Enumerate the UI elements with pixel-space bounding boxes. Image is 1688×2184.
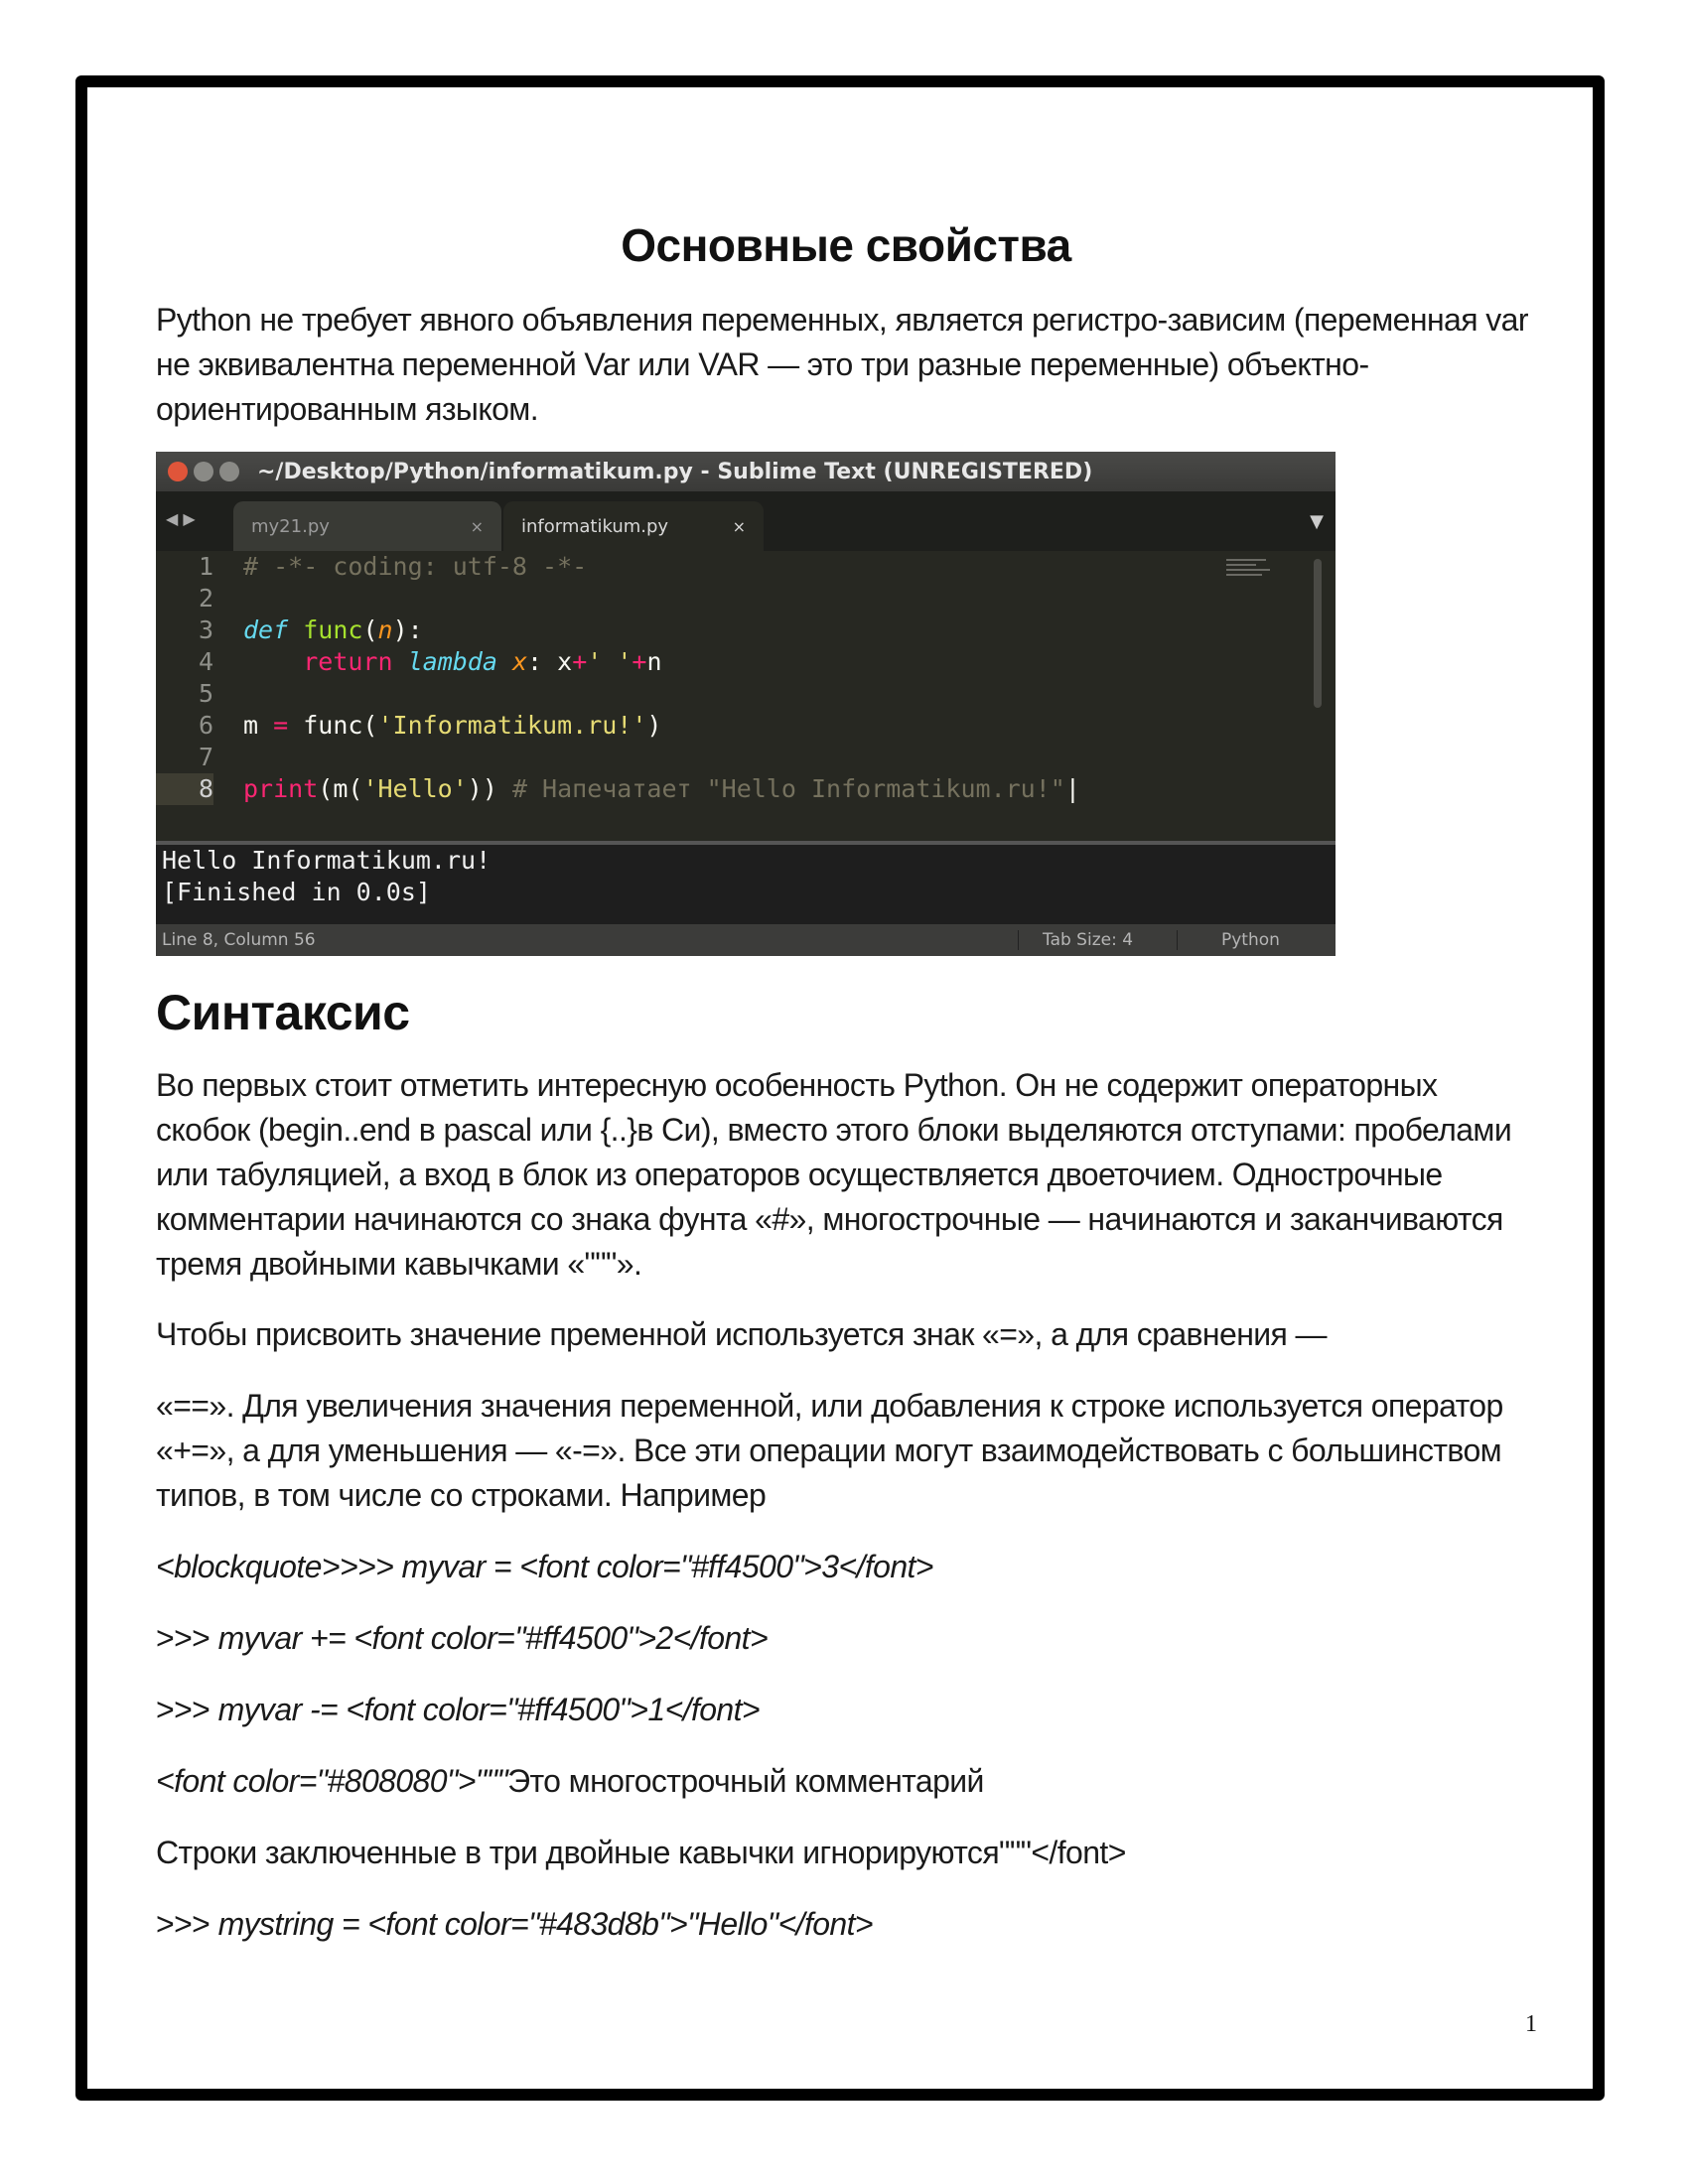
tab-nav-arrows-icon: ◀ ▶ [166, 509, 196, 528]
editor-screenshot [156, 452, 1336, 956]
chevron-down-icon: ▼ [1310, 511, 1324, 532]
code-string: 'Hello' [362, 774, 468, 803]
line-number: 8 [156, 773, 213, 805]
text-cursor: | [1064, 774, 1080, 803]
tab-label: my21.py [251, 515, 330, 537]
heading-main-properties: Основные свойства [621, 219, 1071, 271]
line-number: 1 [198, 552, 213, 581]
editor-titlebar [156, 452, 1336, 491]
code-text: <font color="#808080">""" [156, 1763, 508, 1799]
build-output-panel [156, 841, 1336, 924]
code-example-line-4 [156, 1759, 1536, 1804]
code-text: : x [527, 647, 573, 676]
syntax-paragraph-1: Во первых стоит отметить интересную особенность Python. Он не содержит операторных скобок (begin..end в pascal или {..}в Си), вместо этого блоки выделяются отступами: пробелами или табуляцией, а вход в блок из операторов осуществляется двоеточием. Однострочные комментарии начинаются со знака фунта «#», многострочные — начинаются и заканчиваются тремя двойными кавычками «"""». [156, 1067, 1512, 1282]
line-number-gutter [156, 551, 213, 805]
line-number: 2 [198, 584, 213, 613]
code-keyword: lambda [407, 647, 497, 676]
syntax-paragraph-2: Чтобы присвоить значение пременной используется знак «=», а для сравнения — [156, 1316, 1327, 1352]
minimap [1226, 559, 1276, 579]
code-line [243, 551, 1080, 583]
code-string: ' ' [587, 647, 633, 676]
line-number: 3 [198, 615, 213, 644]
page-number: 1 [1525, 2011, 1537, 2037]
code-text: myvar += <font color="#ff4500">2</font> [217, 1620, 769, 1656]
code-comment: # -*- coding: utf-8 -*- [243, 552, 588, 581]
code-text: myvar -= <font color="#ff4500">1</font> [217, 1692, 761, 1727]
syntax-mode: Python [1177, 930, 1336, 950]
code-punct: ( [362, 615, 378, 644]
heading-syntax: Синтаксис [156, 985, 410, 1040]
code-argument: n [377, 615, 393, 644]
code-keyword: def [243, 615, 289, 644]
minimize-window-icon [194, 462, 213, 481]
prompt-text: >>> [156, 1906, 218, 1942]
code-function-name: func [303, 615, 363, 644]
tab-informatikum [503, 501, 764, 551]
cursor-position: Line 8, Column 56 [162, 930, 316, 950]
tab-my21 [233, 501, 501, 551]
code-operator: + [632, 647, 647, 676]
code-line [243, 678, 1080, 710]
code-indent [243, 647, 303, 676]
code-operator: = [273, 711, 289, 740]
code-text: func( [288, 711, 378, 740]
line-number: 4 [198, 647, 213, 676]
intro-paragraph: Python не требует явного объявления переменных, является регистро-зависим (переменная var не эквивалентна переменной Var или VAR — это три разные переменные) объектно-ориентированным языком. [156, 302, 1528, 427]
code-text: (m( [318, 774, 363, 803]
code-lines [243, 551, 1080, 805]
scrollbar [1314, 559, 1322, 708]
code-line [243, 614, 1080, 646]
code-text: n [646, 647, 662, 676]
close-icon: × [470, 516, 484, 536]
code-line [243, 583, 1080, 614]
code-punct: ): [392, 615, 423, 644]
syntax-paragraph-3: «==». Для увеличения значения переменной, или добавления к строке используется оператор «+=», а для уменьшения — «-=». Все эти операции могут взаимодействовать с большинством типов, в том числе со строками. Например [156, 1388, 1503, 1513]
code-keyword: print [243, 774, 319, 803]
code-example-line-6 [156, 1902, 1536, 1947]
code-line [243, 742, 1080, 773]
code-text: mystring = <font color="#483d8b">"Hello"</font> [217, 1906, 874, 1942]
tab-size: Tab Size: 4 [1018, 930, 1177, 950]
line-number: 7 [198, 743, 213, 771]
code-example-line-3 [156, 1688, 1536, 1732]
code-line [243, 773, 1080, 805]
tab-label: informatikum.py [521, 515, 669, 537]
code-example-line-1: <blockquote>>>> myvar = <font color="#ff4500">3</font> [156, 1549, 933, 1584]
editor-statusbar [156, 924, 1336, 956]
code-operator: + [572, 647, 588, 676]
editor-tabbar [156, 491, 1336, 551]
code-punct: )) [467, 774, 512, 803]
prompt-text: >>> [156, 1620, 218, 1656]
code-example-line-2 [156, 1616, 1536, 1661]
output-line: Hello Informatikum.ru! [162, 846, 492, 875]
line-number: 6 [198, 711, 213, 740]
prompt-text: >>> [156, 1692, 218, 1727]
code-line [243, 646, 1080, 678]
document-content [156, 218, 1536, 1947]
editor-window-title: ~/Desktop/Python/informatikum.py - Sublime Text (UNREGISTERED) [257, 459, 1093, 484]
code-area [156, 551, 1336, 841]
output-line: [Finished in 0.0s] [162, 878, 431, 906]
comment-text: Это многострочный комментарий [507, 1763, 984, 1799]
code-string: 'Informatikum.ru!' [377, 711, 647, 740]
code-text: m [243, 711, 274, 740]
code-comment: # Напечатает "Hello Informatikum.ru!" [511, 774, 1065, 803]
close-icon: × [732, 516, 746, 536]
code-punct: ) [646, 711, 662, 740]
close-window-icon [168, 462, 188, 481]
code-line [243, 710, 1080, 742]
code-argument: x [511, 647, 528, 676]
code-example-line-5: Строки заключенные в три двойные кавычки игнорируются"""</font> [156, 1835, 1126, 1870]
code-keyword: return [303, 647, 393, 676]
line-number: 5 [198, 679, 213, 708]
maximize-window-icon [219, 462, 239, 481]
